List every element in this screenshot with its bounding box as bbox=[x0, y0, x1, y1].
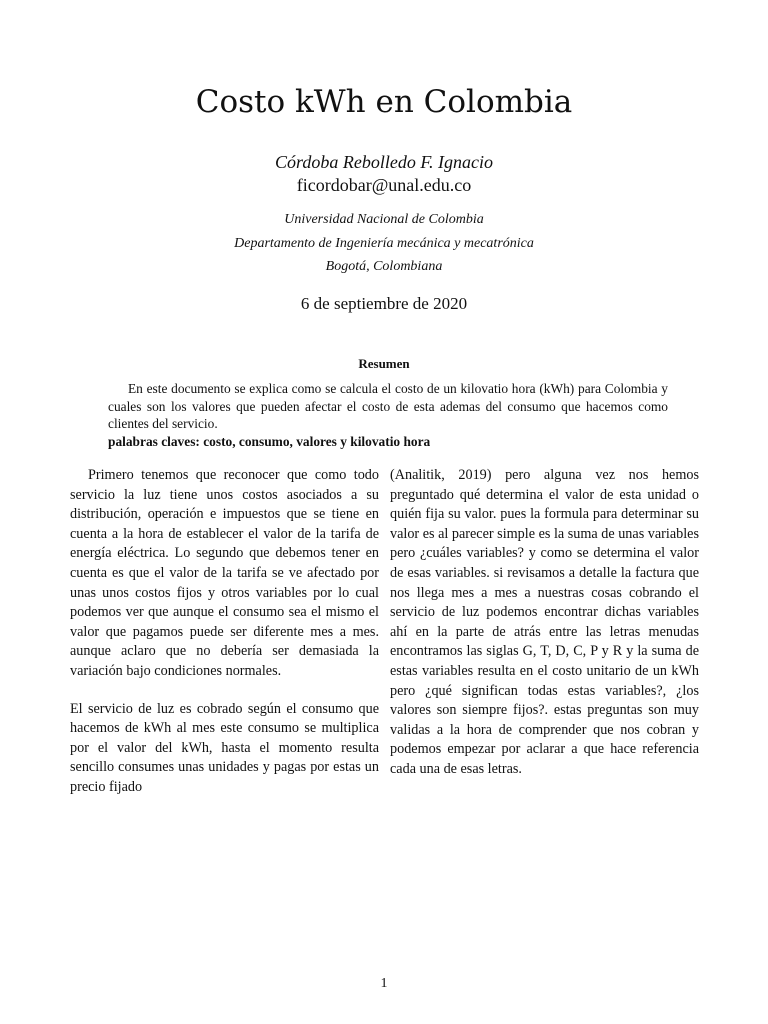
publication-date: 6 de septiembre de 2020 bbox=[300, 294, 468, 313]
affiliation-city: Bogotá, Colombiana bbox=[325, 259, 443, 274]
body-column-right bbox=[390, 466, 699, 780]
affiliation-university: Universidad Nacional de Colombia bbox=[284, 212, 484, 227]
body-paragraph: El servicio de luz es cobrado según el consumo que hacemos de kWh al mes este consumo se multiplica por el valor del kWh, hasta el momento resulta sencillo consumes unas unidades y pagas por estas un precio fijado bbox=[70, 700, 379, 795]
body-paragraph: (Analitik, 2019) pero alguna vez nos hemos preguntado qué determina el valor de esta unidad o quién fija su valor. pues la formula para determinar su valor es al parecer simple es la suma de unas variables pero ¿cuáles variables? y como se determina el valor de esas variables. si revisamos a detalle la factura que nos llega mes a mes a nuestras cosas cobrando el servicio de luz podemos encontrar dichas variables ahí en la parte de atrás entre las letras menudas encontramos las siglas G, T, D, C, P y R y la suma de estas variables resulta en el costo unitario de un kWh pero ¿qué significan todas estas variables?, ¿los valores son siempre fijos?. estas preguntas son muy validas a la hora de comprender que nos cobran y podemos empezar por aclarar a que hace referencia cada una de esas letras. bbox=[390, 467, 699, 777]
page-number: 1 bbox=[380, 976, 388, 991]
body-column-left bbox=[70, 466, 379, 798]
abstract-body: En este documento se explica como se calcula el costo de un kilovatio hora (kWh) para Colombia y cuales son los valores que pueden afectar el costo de esta ademas del consumo que hacemos como clientes del servicio. bbox=[108, 381, 668, 431]
author-name: Córdoba Rebolledo F. Ignacio bbox=[275, 152, 493, 172]
author-email: ficordobar@unal.edu.co bbox=[296, 175, 472, 195]
paper-title: Costo kWh en Colombia bbox=[195, 84, 573, 120]
abstract-keywords: palabras claves: costo, consumo, valores y kilovatio hora bbox=[108, 434, 431, 449]
affiliation-department: Departamento de Ingeniería mecánica y mecatrónica bbox=[234, 236, 534, 251]
body-paragraph: Primero tenemos que reconocer que como todo servicio la luz tiene unos costos asociados a su distribución, operación e impuestos que se tiene en cuenta a la hora de establecer el valor de la tarifa de energía eléctrica. Lo segundo que debemos tener en cuenta es que el valor de la tarifa se ve afectado por unas unos costos fijos y otros variables por lo cual podemos ver que aunque el consumo sea el mismo el valor que pagamos puede ser diferente mes a mes. aunque aclaro que no debería ser demasiada la variación bajo condiciones normales. bbox=[70, 467, 379, 679]
abstract-heading: Resumen bbox=[358, 356, 410, 371]
